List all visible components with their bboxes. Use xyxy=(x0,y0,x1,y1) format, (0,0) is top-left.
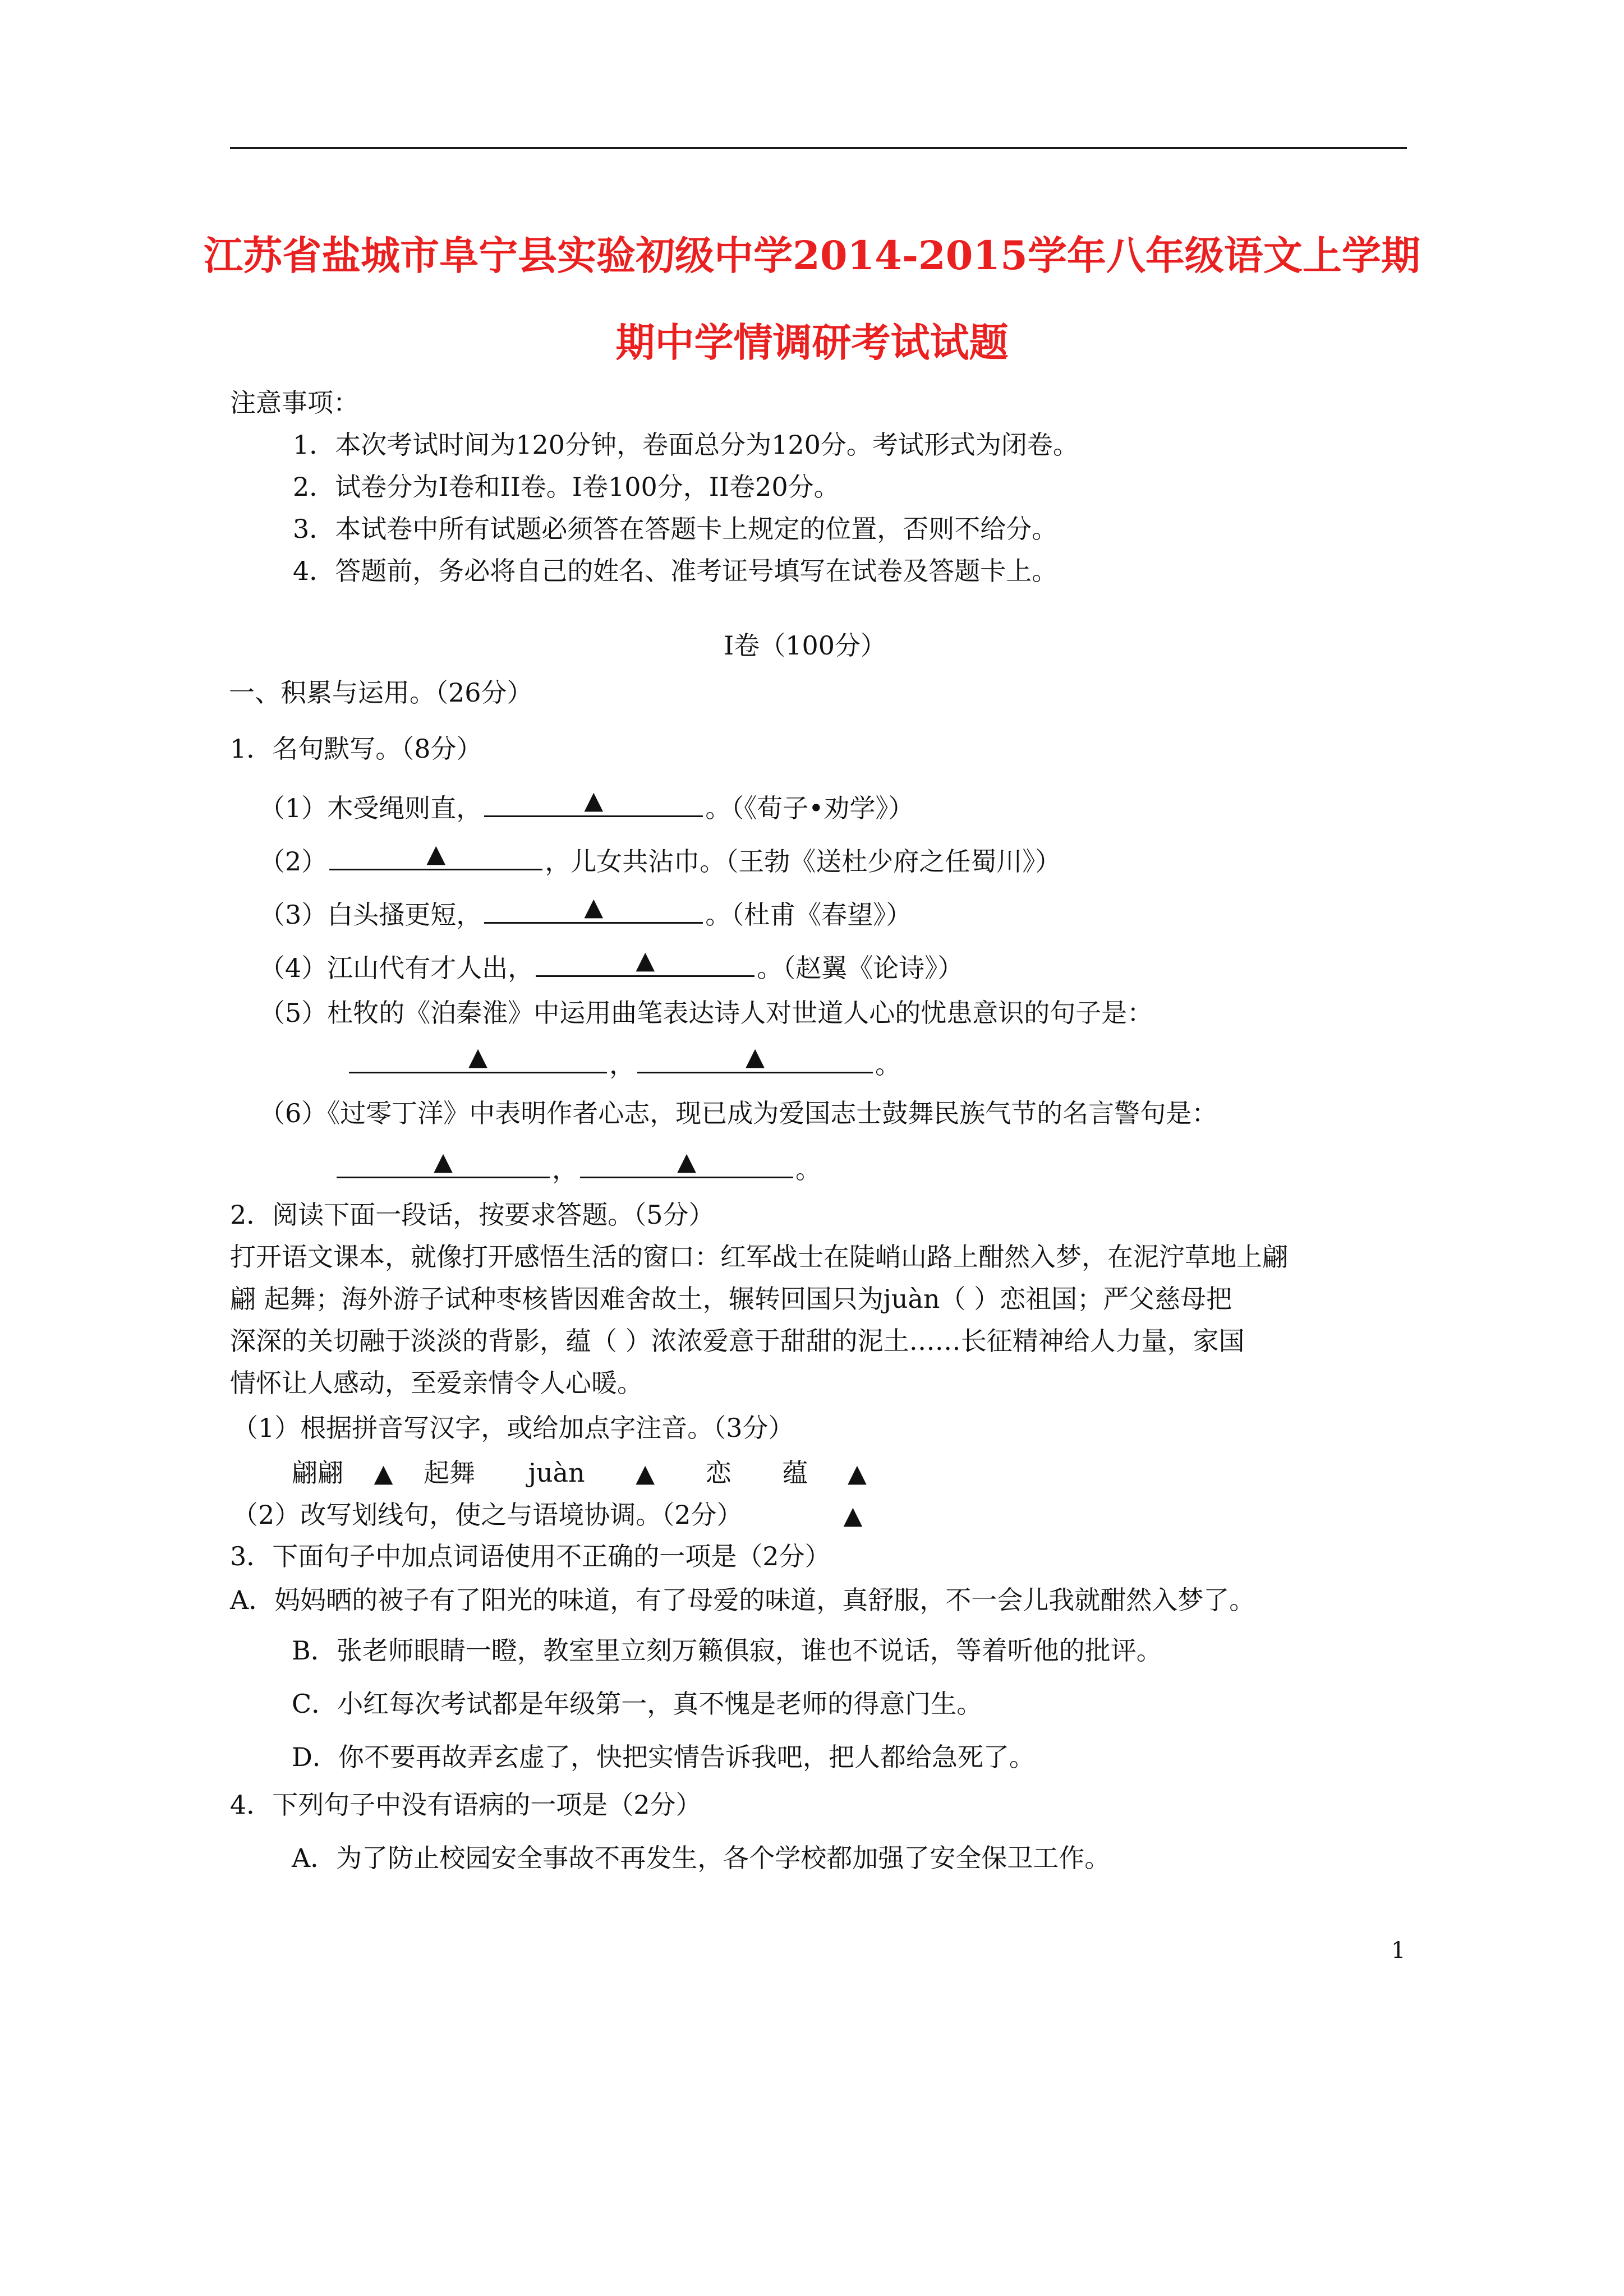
notice-heading: 注意事项： xyxy=(230,388,359,418)
answer-blank[interactable]: ▲ xyxy=(637,1046,873,1073)
notice-item: 1．本次考试时间为120分钟，卷面总分为120分。考试形式为闭卷。 xyxy=(293,430,1079,460)
q1-item-6: （6）《过零丁洋》中表明作者心志，现已成为爱国志士鼓舞民族气节的名言警句是： xyxy=(259,1098,1218,1128)
answer-blank[interactable]: ▲ xyxy=(580,1151,793,1178)
answer-marker[interactable]: ▲ xyxy=(636,1459,655,1488)
q3-heading: 3．下面句子中加点词语使用不正确的一项是（2分） xyxy=(230,1541,831,1571)
q2-passage-line: 翩 起舞；海外游子试种枣核皆因难舍故土，辗转回国只为juàn（ ）恋祖国；严父慈母把 xyxy=(230,1284,1232,1314)
exam-title-line-1: 江苏省盐城市阜宁县实验初级中学2014-2015学年八年级语文上学期 xyxy=(204,232,1420,279)
q2-sub2: （2）改写划线句，使之与语境协调。（2分） ▲ xyxy=(232,1500,863,1530)
q3-option-c: C．小红每次考试都是年级第一，真不愧是老师的得意门生。 xyxy=(292,1689,983,1719)
answer-marker[interactable]: ▲ xyxy=(848,1459,867,1488)
answer-blank[interactable]: ▲ xyxy=(349,1046,607,1073)
q1-item-2: （2） ▲ ，儿女共沾巾。（王勃《送杜少府之任蜀川》） xyxy=(259,840,1061,877)
header-rule xyxy=(230,147,1407,149)
q2-sub1-answer-row: 翩翩 ▲ 起舞 juàn ▲ 恋 蕴 ▲ xyxy=(292,1458,867,1488)
q2-heading: 2．阅读下面一段话，按要求答题。（5分） xyxy=(230,1200,715,1230)
q3-option-d: D．你不要再故弄玄虚了，快把实情告诉我吧，把人都给急死了。 xyxy=(292,1742,1035,1772)
exam-title-line-2: 期中学情调研考试试题 xyxy=(615,319,1009,366)
notice-item: 3．本试卷中所有试题必须答在答题卡上规定的位置，否则不给分。 xyxy=(293,514,1058,544)
q1-item-3: （3）白头搔更短， ▲ 。（杜甫《春望》） xyxy=(259,893,912,930)
q1-item-4: （4）江山代有才人出， ▲ 。（赵翼《论诗》） xyxy=(259,946,964,983)
answer-marker[interactable]: ▲ xyxy=(843,1501,863,1530)
q1-item-1: （1）木受绳则直， ▲ 。（《荀子•劝学》） xyxy=(259,786,914,823)
q1-heading: 1．名句默写。（8分） xyxy=(230,734,482,764)
q2-passage-line: 深深的关切融于淡淡的背影，蕴（ ）浓浓爱意于甜甜的泥土……长征精神给人力量，家国 xyxy=(230,1326,1245,1356)
page-number: 1 xyxy=(1391,1938,1406,1963)
answer-marker[interactable]: ▲ xyxy=(374,1459,393,1488)
q2-passage-line: 情怀让人感动，至爱亲情令人心暖。 xyxy=(230,1368,643,1398)
answer-blank[interactable]: ▲ xyxy=(329,843,542,870)
notice-item: 2．试卷分为I卷和II卷。I卷100分，II卷20分。 xyxy=(293,472,840,502)
answer-blank[interactable]: ▲ xyxy=(484,896,703,924)
q4-option-a: A．为了防止校园安全事故不再发生，各个学校都加强了安全保卫工作。 xyxy=(292,1843,1111,1873)
q2-sub1: （1）根据拼音写汉字，或给加点字注音。（3分） xyxy=(232,1413,794,1443)
q4-heading: 4．下列句子中没有语病的一项是（2分） xyxy=(230,1790,702,1820)
answer-blank[interactable]: ▲ xyxy=(484,790,703,817)
part1-heading: I卷（100分） xyxy=(724,630,886,661)
q3-option-a: A．妈妈晒的被子有了阳光的味道，有了母爱的味道，真舒服，不一会儿我就酣然入梦了。 xyxy=(230,1585,1255,1615)
notice-item: 4．答题前，务必将自己的姓名、准考证号填写在试卷及答题卡上。 xyxy=(293,556,1058,586)
section1-heading: 一、积累与运用。（26分） xyxy=(229,677,533,708)
answer-blank[interactable]: ▲ xyxy=(536,949,755,977)
q2-passage-line: 打开语文课本，就像打开感悟生活的窗口：红军战士在陡峭山路上酣然入梦，在泥泞草地上翩 xyxy=(230,1242,1288,1272)
q3-option-b: B．张老师眼睛一瞪，教室里立刻万籁俱寂，谁也不说话，等着听他的批评。 xyxy=(292,1635,1162,1666)
q1-item-6-answers: ▲ ， ▲ 。 xyxy=(334,1151,821,1182)
q1-item-5-answers: ▲ ， ▲ 。 xyxy=(347,1046,901,1077)
q1-item-5: （5）杜牧的《泊秦淮》中运用曲笔表达诗人对世道人心的忧患意识的句子是： xyxy=(259,998,1153,1028)
answer-blank[interactable]: ▲ xyxy=(337,1151,550,1178)
